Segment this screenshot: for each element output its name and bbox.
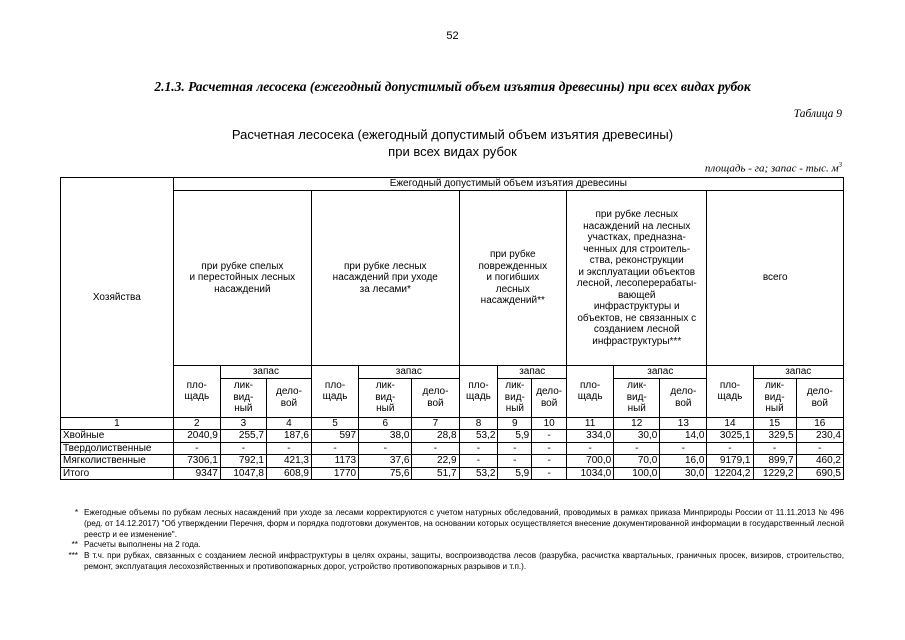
group-header-3: при рубке поврежденных и погибших лесных насаждений** bbox=[459, 191, 567, 366]
footnote bbox=[60, 508, 844, 540]
liquid-stock-header: лик- вид- ный bbox=[359, 378, 412, 417]
units-note-superscript: 3 bbox=[838, 161, 842, 169]
column-number: 12 bbox=[614, 417, 660, 430]
table-cell: - bbox=[312, 442, 359, 455]
table-cell: 1047,8 bbox=[220, 467, 266, 480]
table-cell: - bbox=[532, 430, 567, 443]
units-note-text: площадь - га; запас - тыс. м bbox=[704, 162, 839, 175]
column-number: 15 bbox=[753, 417, 796, 430]
table-row bbox=[61, 467, 844, 480]
area-header: пло- щадь bbox=[173, 366, 220, 418]
table-cell: 597 bbox=[312, 430, 359, 443]
column-number: 7 bbox=[412, 417, 459, 430]
table-cell: 9347 bbox=[173, 467, 220, 480]
table-cell: - bbox=[220, 442, 266, 455]
table-row bbox=[61, 430, 844, 443]
table-cell: 608,9 bbox=[266, 467, 311, 480]
table-cell: 690,5 bbox=[796, 467, 843, 480]
table-cell: 5,9 bbox=[498, 430, 532, 443]
table-cell: 700,0 bbox=[567, 455, 614, 468]
table-cell: 70,0 bbox=[614, 455, 660, 468]
table-cell: - bbox=[498, 455, 532, 468]
table-cell: 37,6 bbox=[359, 455, 412, 468]
row-label: Хвойные bbox=[61, 430, 174, 443]
table-cell: 53,2 bbox=[459, 430, 498, 443]
table-cell: 334,0 bbox=[567, 430, 614, 443]
table-cell: - bbox=[532, 455, 567, 468]
stock-header: запас bbox=[359, 366, 459, 379]
table-cell: 230,4 bbox=[796, 430, 843, 443]
liquid-stock-header: лик- вид- ный bbox=[498, 378, 532, 417]
stock-header: запас bbox=[753, 366, 844, 379]
table-cell: 5,9 bbox=[498, 467, 532, 480]
footnote bbox=[60, 540, 844, 551]
table-cell: 329,5 bbox=[753, 430, 796, 443]
group-header-5: всего bbox=[707, 191, 844, 366]
section-heading: 2.1.3. Расчетная лесосека (ежегодный допустимый объем изъятия древесины) при всех видах рубок bbox=[154, 79, 751, 94]
page-number: 52 bbox=[446, 30, 459, 42]
table-cell: 187,6 bbox=[266, 430, 311, 443]
footnote-text: В т.ч. при рубках, связанных с созданием лесной инфраструктуры в целях охраны, защиты, воспроизводства лесов (разрубка, расчистка квартальных, граничных просек, визиров, строительство, ремонт, эксплуатация лесохозяйственных и противопожарных дорог, устройство противопожарных разрывов и т.п.). bbox=[84, 551, 844, 571]
table-number: Таблица 9 bbox=[793, 108, 842, 120]
business-stock-header: дело- вой bbox=[266, 378, 311, 417]
column-number: 5 bbox=[312, 417, 359, 430]
table-cell: - bbox=[796, 442, 843, 455]
group-header-4: при рубке лесных насаждений на лесных участках, предназна- ченных для строитель- ства, реконструкции и эксплуатации объектов лесной, лесоперерабаты- вающей инфраструктуры и объектов, не связанных с созданием лесной инфраструктуры*** bbox=[567, 191, 707, 366]
row-label: Мягколиственные bbox=[61, 455, 174, 468]
table-cell: 22,9 bbox=[412, 455, 459, 468]
business-stock-header: дело- вой bbox=[412, 378, 459, 417]
table-cell: - bbox=[660, 442, 707, 455]
table-cell: 14,0 bbox=[660, 430, 707, 443]
footnote-text: Расчеты выполнены на 2 года. bbox=[84, 540, 201, 550]
stock-header: запас bbox=[220, 366, 311, 379]
footnote bbox=[60, 551, 844, 573]
table-cell: - bbox=[753, 442, 796, 455]
table-cell: 792,1 bbox=[220, 455, 266, 468]
allowable-cut-table bbox=[60, 177, 844, 480]
column-number: 9 bbox=[498, 417, 532, 430]
header-owner: Хозяйства bbox=[61, 178, 174, 418]
table-cell: - bbox=[266, 442, 311, 455]
table-cell: 460,2 bbox=[796, 455, 843, 468]
header-annual-volume: Ежегодный допустимый объем изъятия древесины bbox=[173, 178, 843, 191]
table-cell: 53,2 bbox=[459, 467, 498, 480]
table-cell: 28,8 bbox=[412, 430, 459, 443]
table-cell: 7306,1 bbox=[173, 455, 220, 468]
column-number: 13 bbox=[660, 417, 707, 430]
column-number: 6 bbox=[359, 417, 412, 430]
table-cell: 1173 bbox=[312, 455, 359, 468]
footnotes bbox=[60, 508, 844, 573]
table-cell: 899,7 bbox=[753, 455, 796, 468]
column-number: 11 bbox=[567, 417, 614, 430]
table-cell: 75,6 bbox=[359, 467, 412, 480]
column-number: 3 bbox=[220, 417, 266, 430]
table-row bbox=[61, 442, 844, 455]
footnote-mark: ** bbox=[71, 540, 78, 550]
table-cell: 38,0 bbox=[359, 430, 412, 443]
footnote-mark: *** bbox=[68, 551, 78, 561]
row-label: Итого bbox=[61, 467, 174, 480]
area-header: пло- щадь bbox=[459, 366, 498, 418]
table-row bbox=[61, 455, 844, 468]
area-header: пло- щадь bbox=[567, 366, 614, 418]
table-cell: 30,0 bbox=[614, 430, 660, 443]
table-cell: 51,7 bbox=[412, 467, 459, 480]
table-title-line-1: Расчетная лесосека (ежегодный допустимый объем изъятия древесины) bbox=[231, 127, 674, 142]
table-cell: 16,0 bbox=[660, 455, 707, 468]
stock-header: запас bbox=[614, 366, 707, 379]
table-cell: 30,0 bbox=[660, 467, 707, 480]
liquid-stock-header: лик- вид- ный bbox=[614, 378, 660, 417]
table-cell: 1770 bbox=[312, 467, 359, 480]
table-cell: 100,0 bbox=[614, 467, 660, 480]
table-cell: - bbox=[707, 442, 753, 455]
column-number: 16 bbox=[796, 417, 843, 430]
table-cell: - bbox=[498, 442, 532, 455]
table-cell: - bbox=[412, 442, 459, 455]
business-stock-header: дело- вой bbox=[532, 378, 567, 417]
table-cell: 1229,2 bbox=[753, 467, 796, 480]
table-cell: 12204,2 bbox=[707, 467, 753, 480]
table-cell: 255,7 bbox=[220, 430, 266, 443]
business-stock-header: дело- вой bbox=[796, 378, 843, 417]
liquid-stock-header: лик- вид- ный bbox=[753, 378, 796, 417]
column-number: 1 bbox=[61, 417, 174, 430]
row-label: Твердолиственные bbox=[61, 442, 174, 455]
group-header-2: при рубке лесных насаждений при уходе за лесами* bbox=[312, 191, 460, 366]
table-cell: - bbox=[532, 467, 567, 480]
business-stock-header: дело- вой bbox=[660, 378, 707, 417]
area-header: пло- щадь bbox=[312, 366, 359, 418]
stock-header: запас bbox=[498, 366, 567, 379]
table-title bbox=[0, 126, 905, 160]
table-cell: - bbox=[567, 442, 614, 455]
column-number: 4 bbox=[266, 417, 311, 430]
column-number: 2 bbox=[173, 417, 220, 430]
column-number: 8 bbox=[459, 417, 498, 430]
table-cell: - bbox=[173, 442, 220, 455]
table-cell: 3025,1 bbox=[707, 430, 753, 443]
table-cell: 9179,1 bbox=[707, 455, 753, 468]
table-cell: - bbox=[532, 442, 567, 455]
units-note bbox=[705, 161, 842, 175]
table-cell: - bbox=[459, 455, 498, 468]
table-cell: - bbox=[359, 442, 412, 455]
table-cell: - bbox=[459, 442, 498, 455]
footnote-mark: * bbox=[74, 508, 78, 517]
table-cell: 421,3 bbox=[266, 455, 311, 468]
area-header: пло- щадь bbox=[707, 366, 753, 418]
liquid-stock-header: лик- вид- ный bbox=[220, 378, 266, 417]
footnote-text: Ежегодные объемы по рубкам лесных насаждений при уходе за лесами корректируются с учетом натурных обследований, проводимых в рамках приказа Минприроды России от 11.11.2013 № 496 (ред. от 14.12.2017) "Об утверждении Перечня, форм и порядка подготовки документов, на основании которых осуществляется внесение документированной информации в государственный лесной реестр и ее изменение". bbox=[84, 508, 844, 539]
table-cell: 1034,0 bbox=[567, 467, 614, 480]
column-number: 10 bbox=[532, 417, 567, 430]
table-cell: - bbox=[614, 442, 660, 455]
table-title-line-2: при всех видах рубок bbox=[388, 144, 517, 159]
column-number: 14 bbox=[707, 417, 753, 430]
table-cell: 2040,9 bbox=[173, 430, 220, 443]
group-header-1: при рубке спелых и перестойных лесных насаждений bbox=[173, 191, 311, 366]
